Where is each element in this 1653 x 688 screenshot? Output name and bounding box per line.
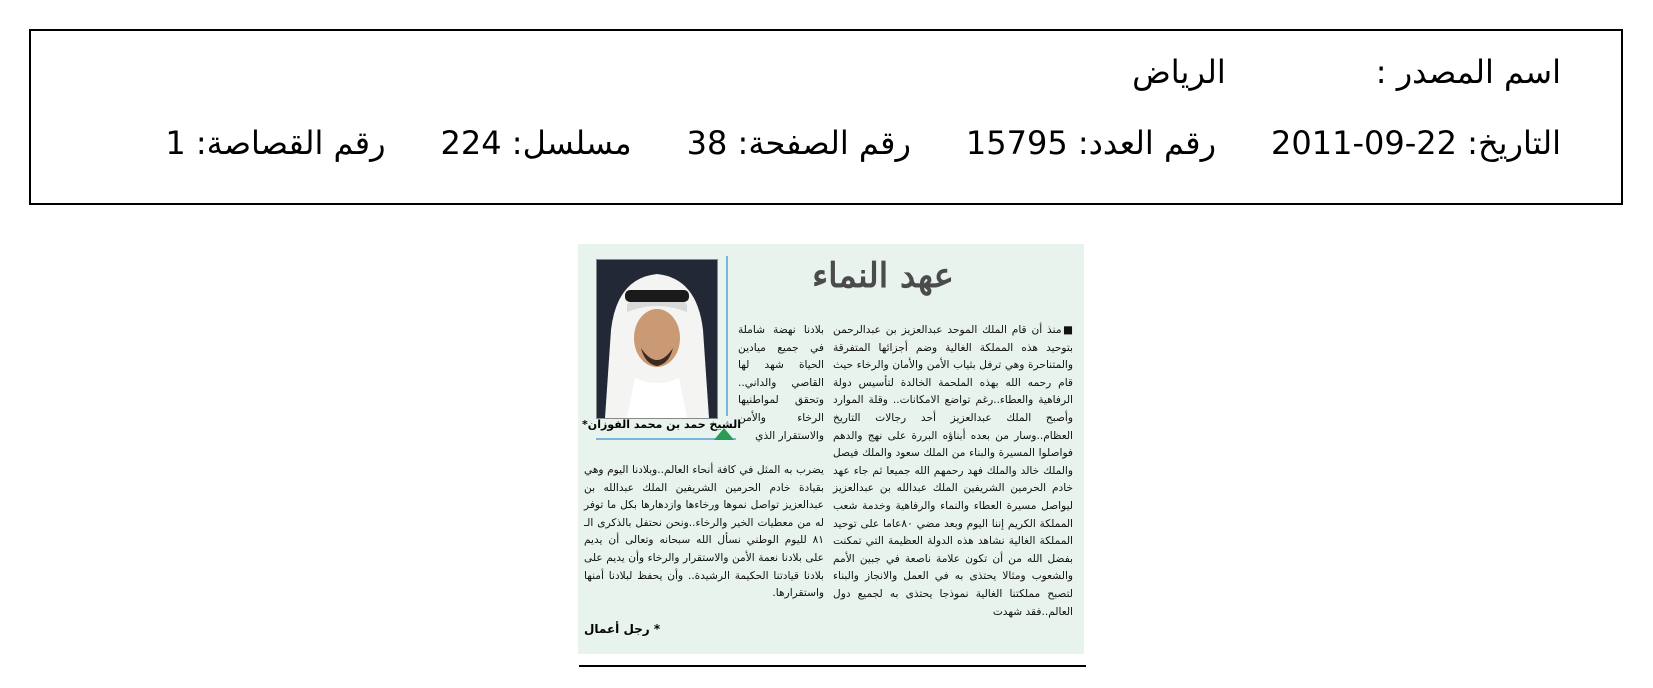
photo-divider [726, 256, 728, 416]
author-caption: الشيخ حمد بن محمد الفوزان* [582, 418, 741, 431]
article-clipping [578, 244, 1084, 654]
author-portrait-image [597, 260, 717, 418]
source-value: الرياض [1132, 53, 1226, 91]
article-text-left-bottom: يضرب به المثل في كافة أنحاء العالم..وبلادنا اليوم وهي بقيادة خادم الحرمين الشريفين الملك عبدالله بن عبدالعزيز تواصل نموها ورخاءها وازدهارها بكل ما توفر له من معطيات الخير والرخاء..ونحن نحتفل بالذكرى الـ ٨١ لليوم الوطني نسأل الله سبحانه وتعالى أن يديم على بلادنا نعمة الأمن والاستقرار والرخاء وأن يديم على بلادنا قيادتنا الحكيمة الرشيدة.. وأن يحفظ لبلادنا أمنها واستقرارها. [584, 464, 824, 600]
article-text-right: ■منذ أن قام الملك الموحد عبدالعزيز بن عبدالرحمن بتوحيد هذه المملكة الغالية وضم أجزائها المتفرقة والمتناحرة وهي ترفل بثياب الأمن والأمان والرخاء حيث قام رحمه الله بهذه الملحمة الخالدة لتأسيس دولة الرفاهية والعطاء..رغم تواضع الامكانات.. وقلة الموارد وأصبح الملك عبدالعزيز أحد رجالات التاريخ العظام..وسار من بعده أبناؤه البررة على نهج والدهم فواصلوا المسيرة والبناء من الملك سعود والملك فيصل والملك خالد والملك فهد رحمهم الله جميعا ثم جاء عهد خادم الحرمين الشريفين الملك عبدالله بن عبدالعزيز ليواصل مسيرة العطاء والنماء والرفاهية وخدمة شعب المملكة الكريم إننا اليوم وبعد مضي ٨٠عاما على توحيد المملكة الغالية نشاهد هذه الدولة العظيمة التي تمكنت بفضل الله من أن تكون علامة ناصعة في جبين الأمم والشعوب ومثالا يحتذى به في العمل والانجاز والبناء لتصبح مملكتنا الغالية نموذجا يحتذى به لجميع دول العالم..فقد شهدت [833, 324, 1074, 618]
clipping-header [29, 29, 1623, 205]
author-note: * رجل أعمال [584, 622, 661, 636]
source-row [1132, 53, 1561, 91]
article-title: عهد النماء [812, 256, 954, 296]
article-column-left-top [738, 322, 824, 445]
article-column-left-bottom [584, 462, 824, 603]
triangle-marker-icon [714, 428, 734, 440]
article-column-right [833, 322, 1073, 621]
date-field: التاريخ: 22-09-2011 [1271, 124, 1561, 162]
author-photo [596, 259, 718, 419]
serial-field: مسلسل: 224 [440, 124, 632, 162]
clip-number-field: رقم القصاصة: 1 [165, 124, 386, 162]
bottom-divider [579, 665, 1086, 667]
page-field: رقم الصفحة: 38 [686, 124, 911, 162]
article-text-left-top: بلادنا نهضة شاملة في جميع ميادين الحياة شهد لها القاصي والداني.. وتحقق لمواطنيها الرخاء والأمن والاستقرار الذي [738, 324, 824, 442]
source-label: اسم المصدر : [1375, 53, 1561, 91]
meta-row [165, 124, 1561, 162]
issue-field: رقم العدد: 15795 [965, 124, 1217, 162]
